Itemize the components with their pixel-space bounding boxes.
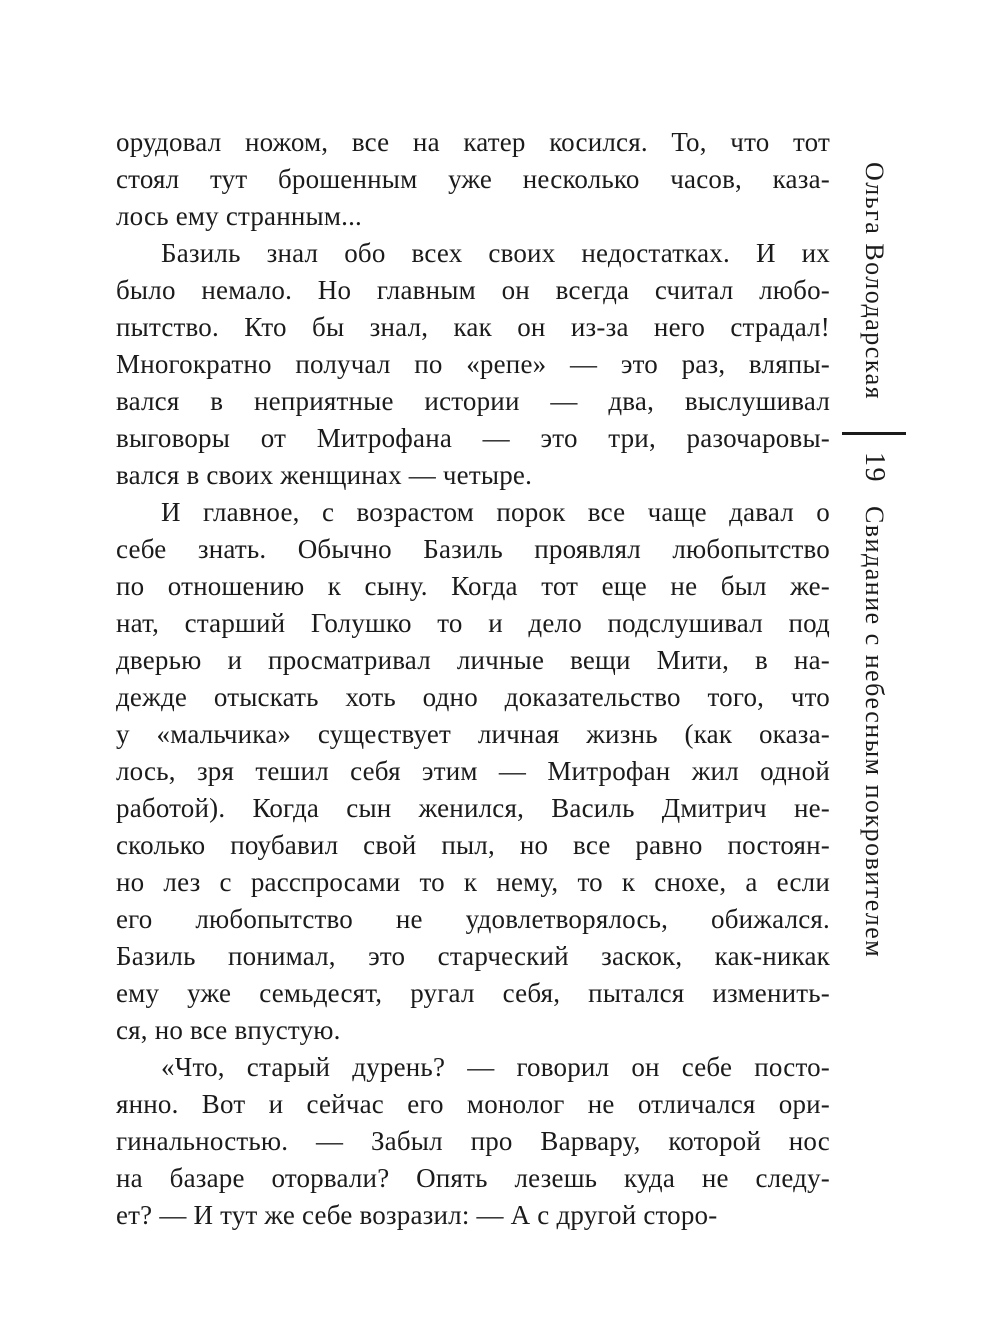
text-line: ет? — И тут же себе возразил: — А с другой сторо- (116, 1200, 718, 1230)
text-line: вался в неприятные истории — два, выслушивал (116, 386, 830, 416)
paragraph (116, 494, 830, 1049)
body-text (116, 124, 830, 1234)
author-name-vertical: Ольга Володарская (860, 162, 889, 401)
divider-rule (842, 432, 906, 435)
text-line: Базиль знал обо всех своих недостатках. И их (161, 238, 830, 268)
text-line: но лез с расспросами то к нему, то к снохе, а если (116, 867, 830, 897)
text-line: работой). Когда сын женился, Василь Дмитрич не- (116, 793, 830, 823)
text-line: по отношению к сыну. Когда тот еще не был же- (116, 571, 830, 601)
paragraph (116, 235, 830, 494)
text-line: дежде отыскать хоть одно доказательство того, что (116, 682, 830, 712)
text-line: ему уже семьдесят, ругал себя, пытался изменить- (116, 978, 830, 1008)
paragraph (116, 1049, 830, 1234)
text-line: вался в своих женщинах — четыре. (116, 460, 533, 490)
text-line: пытство. Кто бы знал, как он из-за него страдал! (116, 312, 830, 342)
text-line: было немало. Но главным он всегда считал любо- (116, 275, 830, 305)
text-line: стоял тут брошенным уже несколько часов, каза- (116, 164, 830, 194)
text-line: гинальностью. — Забыл про Варвару, которой нос (116, 1126, 830, 1156)
text-line: нат, старший Голушко то и дело подслушивал под (116, 608, 830, 638)
page-number: 19 (859, 452, 890, 483)
text-line: у «мальчика» существует личная жизнь (как оказа- (116, 719, 830, 749)
text-line: его любопытство не удовлетворялось, обижался. (116, 904, 830, 934)
paragraph (116, 124, 830, 235)
text-line: лось ему странным... (116, 201, 362, 231)
text-line: Базиль понимал, это старческий заскок, как-никак (116, 941, 830, 971)
text-line: И главное, с возрастом порок все чаще давал о (161, 497, 830, 527)
text-line: орудовал ножом, все на катер косился. То, что тот (116, 127, 830, 157)
text-line: сколько поубавил свой пыл, но все равно постоян- (116, 830, 830, 860)
margin-sidebar (838, 0, 910, 1344)
text-line: лось, зря тешил себя этим — Митрофан жил одной (116, 756, 830, 786)
text-line: дверью и просматривал личные вещи Мити, в на- (116, 645, 830, 675)
text-line: выговоры от Митрофана — это три, разочаровы- (116, 423, 830, 453)
text-line: янно. Вот и сейчас его монолог не отличался ори- (116, 1089, 830, 1119)
text-line: ся, но все впустую. (116, 1015, 341, 1045)
text-line: «Что, старый дурень? — говорил он себе посто- (161, 1052, 830, 1082)
book-title-vertical: Свидание с небесным покровителем (860, 506, 889, 959)
text-line: себе знать. Обычно Базиль проявлял любопытство (116, 534, 830, 564)
text-line: на базаре оторвали? Опять лезешь куда не следу- (116, 1163, 830, 1193)
text-line: Многократно получал по «репе» — это раз, вляпы- (116, 349, 830, 379)
